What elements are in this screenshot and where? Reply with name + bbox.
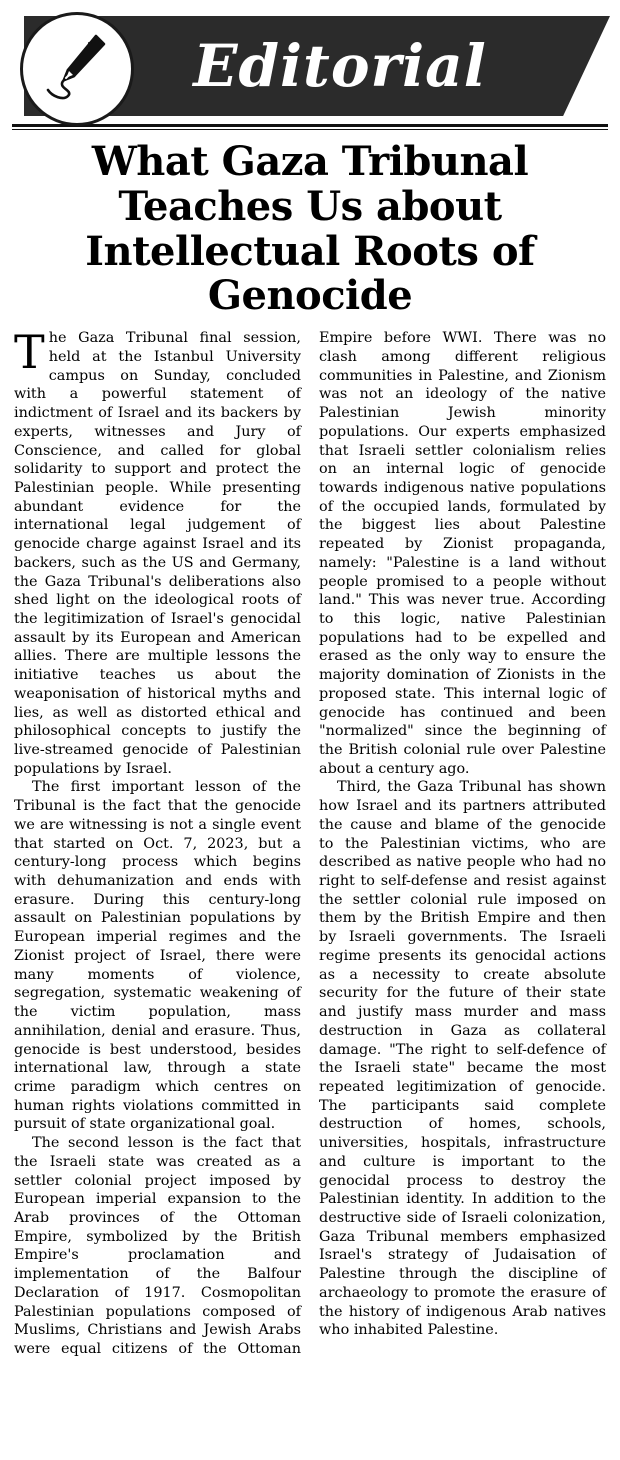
paragraph: The second lesson is the fact that the Israeli state was created as a settler colonial project imposed by European imperial expansion to the Arab provinces of the Ottoman Empire, symbolized by the British Empire's proclamation and implementation of the Balfour Declaration of 1917. Cosmopolitan Palestinian populations composed of Muslims, Christians and Jewish Arabs were equal citizens of the Ottoman Empire before WWI. There was no clash among different religious communities in Palestine, and Zionism was not an ideology of the native Palestinian Jewish minority populations. Our experts emphasized that Israeli settler colonialism relies on an internal logic of genocide towards indigenous native populations of the occupied lands, formulated by the biggest lies about Palestine repeated by Zionist propaganda, namely: "Palestine is a land without people promised to a people without land." This was never true. According to this logic, native Palestinian populations had to be expelled and erased as the only way to ensure the majority domination of Zionists in the proposed state. This internal logic of genocide has continued and been "normalized" since the beginning of the British colonial rule over Palestine about a century ago. <box>14 330 606 1357</box>
paragraph: Third, the Gaza Tribunal has shown how Israel and its partners attributed the cause and blame of the genocide to the Palestinian victims, who are described as native people who had no right to self-defense and resist against the settler colonial rule imposed on them by the British Empire and then by Israeli governments. The Israeli regime presents its genocidal actions as a necessity to create absolute security for the future of their state and justify mass murder and mass destruction in Gaza as collateral damage. "The right to self-defence of the Israeli state" became the most repeated legitimization of genocide. The participants said complete destruction of homes, schools, universities, hospitals, infrastructure and culture is important to the genocidal process to destroy the Palestinian identity. In addition to the destructive side of Israeli colonization, Gaza Tribunal members emphasized Israel's strategy of Judaisation of Palestine through the discipline of archaeology to promote the erasure of the history of indigenous Arab natives who inhabited Palestine. <box>319 779 606 1339</box>
page-title: What Gaza Tribunal Teaches Us about Intellectual Roots of Genocide <box>85 138 535 320</box>
divider-thin <box>12 129 608 130</box>
masthead <box>10 8 610 118</box>
paragraph: The first important lesson of the Tribunal is the fact that the genocide we are witnessing is not a single event that started on Oct. 7, 2023, but a century-long process which begins with dehumanization and ends with erasure. During this century-long assault on Palestinian populations by European imperial regimes and the Zionist project of Israel, there were many moments of violence, segregation, systematic weakening of the victim population, mass annihilation, denial and erasure. Thus, genocide is best understood, besides international law, through a state crime paradigm which centres on human rights violations committed in pursuit of state organizational goal. <box>14 779 301 1133</box>
article-body <box>14 325 606 1359</box>
fountain-pen-nib-icon <box>20 12 134 126</box>
section-title: Editorial <box>193 32 487 100</box>
divider-thick <box>12 124 608 127</box>
paragraph: The Gaza Tribunal final session, held at the Istanbul University campus on Sunday, concluded with a powerful statement of indictment of Israel and its backers by experts, witnesses and Jury of Conscience, and called for global solidarity to support and protect the Palestinian people. While presenting abundant evidence for the international legal judgement of genocide charge against Israel and its backers, such as the US and Germany, the Gaza Tribunal's deliberations also shed light on the ideological roots of the legitimization of Israel's genocidal assault by its European and American allies. There are multiple lessons the initiative teaches us about the weaponisation of historical myths and lies, as well as distorted ethical and philosophical concepts to justify the live-streamed genocide of Palestinian populations by Israel. <box>14 325 301 777</box>
